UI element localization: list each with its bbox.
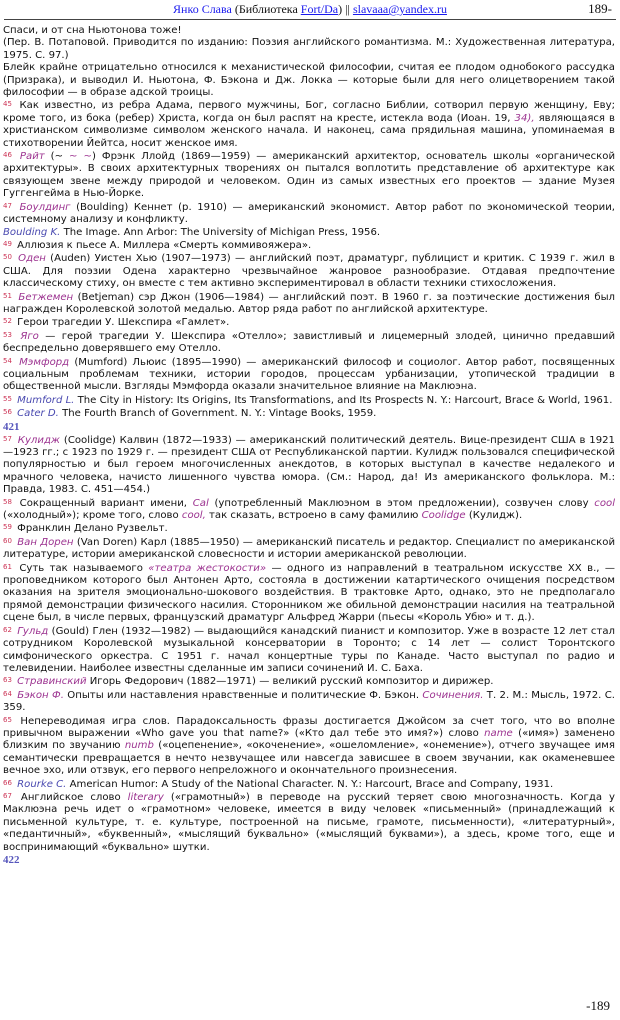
footnote-number: 49 [3,239,12,248]
header-page-number: 189- [588,1,612,16]
footnote-name: Райт [13,151,45,163]
footnote-text: The Image. Ann Arbor: The University of Michigan Press, 1956. [60,226,381,238]
footnote-name: Кулидж [13,434,61,446]
footnote-text: (Boulding) Кеннет (р. 1910) — американский экономист. Автор работ по экономической теории, системному анализу и конфликту. [3,201,615,226]
footnote-tilde: ~ ~ [69,151,92,163]
footnote-64 [3,690,615,715]
header-library-link[interactable]: Fort/Da [300,2,339,16]
footnote-number: 59 [3,523,12,532]
footnote-word: Coolidge [421,510,466,522]
page-marker-422: 422 [3,854,20,866]
header-separator: || [342,2,353,16]
footnote-number: 45 [3,100,12,109]
footer-page-number: -189 [586,998,610,1013]
footnote-text: — герой трагедии У. Шекспира «Отелло»; завистливый и лицемерный злодей, цинично предавший беспредельно доверявшего ему Отелло. [3,330,615,355]
footnote-name: Бетжемен [13,291,74,303]
footnote-name: Стравинский [13,676,87,688]
footnote-58 [3,498,615,523]
footnote-name: Boulding K. [3,226,61,238]
footnote-67 [3,792,615,854]
header-library: (Библиотека [234,2,301,16]
footnote-text: Игорь Федорович (1882—1971) — великий русский композитор и дирижер. [86,676,494,688]
footnote-49 [3,240,615,252]
footnote-63 [3,676,615,688]
footnote-45 [3,100,615,150]
footnote-text: (употребленный Маклюэном в этом предложении), созвучен слову [208,497,595,509]
footnote-53 [3,331,615,356]
footnote-name: Mumford L. [13,394,75,406]
intro-line-1: Спаси, и от сна Ньютонова тоже! [3,25,182,36]
footnote-text: («оцепенение», «окоченение», «ошеломление», «онемение»), отчего звучащее имя семантически превращается в нечто незвучащее или навсегда зависшее в своем звучании, как окаменевшее вечное эхо, или отзвук, его первого непреложного и окончательного произнесения. [3,740,615,777]
footnote-text: («грамотный») в переводе на русский теряет свою многозначность. Когда у Маклюэна речь идет о «грамотном» человеке, имеется в виду человек «письменный» (принадлежащий к письменной культуре, т. е. культуре, построенной на письме, грамоте, письменности), «литературный», «педантичный», «буквенный», «мыслящий буквально» («мыслящий буквами»), а здесь, кроме того, еще и воспринимающий «буквально» шутки. [3,791,615,853]
footnote-text: (Mumford) Льюис (1895—1990) — американский философ и социолог. Автор работ, посвященных социальным проблемам техники, истории городов, процессам урбанизации, утопической традиции в общественной мысли. Взгляды Мэмфорда оказали значительное влияние на Маклюэна. [3,356,615,393]
footnote-54 [3,357,615,394]
header-email-link[interactable]: slavaaa@yandex.ru [352,2,447,16]
footnote-name: Ван Дорен [13,536,74,548]
footnote-61 [3,563,615,625]
footnote-text: («холодный»); кроме того, слово [3,510,182,522]
footnote-number: 55 [3,394,12,403]
footnote-number: 47 [3,201,12,210]
footnote-word: cool, [181,510,206,522]
boulding-reference [3,227,615,239]
footnote-number: 63 [3,676,12,685]
footnote-text: (Betjeman) сэр Джон (1906—1984) — английский поэт. В 1960 г. за поэтические достижения был награжден Королевской золотой медалью. Автор ряда работ по английской архитектуре. [3,291,615,315]
footnote-52 [3,317,615,329]
footnote-66 [3,779,615,791]
footnote-65 [3,716,615,778]
footnote-number: 52 [3,317,12,326]
footnote-46 [3,151,615,201]
footnote-number: 62 [3,625,12,634]
footnote-text: Франклин Делано Рузвельт. [13,523,168,535]
footnote-text: Сокращенный вариант имени, [13,497,193,509]
footnote-number: 67 [3,791,12,800]
footnote-word: cool [594,497,616,509]
header-close-paren: ) [338,2,343,16]
footnote-text: Как известно, из ребра Адама, первого мужчины, Бог, согласно Библии, сотворил первую женщину, Еву; кроме того, из бока (ребер) Христа, когда он был распят на кресте, истекла вода (Иоан. 19, [3,100,615,124]
footnote-number: 56 [3,408,12,417]
footnote-text: (Van Doren) Карл (1885—1950) — американский писатель и редактор. Специалист по американской литературе, истории американской словесности и истории американской революции. [3,536,615,561]
footnote-text: The Fourth Branch of Government. N. Y.: Vintage Books, 1959. [58,408,377,420]
footnote-number: 53 [3,330,12,339]
footnote-text: The City in History: Its Origins, Its Transformations, and Its Prospects N. Y.: Harcourt, Brace & World, 1961. [74,394,613,406]
footnote-text: Опыты или наставления нравственные и политические Ф. Бэкон. [63,689,423,701]
footnote-text: (Coolidge) Калвин (1872—1933) — американский политический деятель. Вице-президент США в 1921 —1923 гг.; с 1923 по 1929 г. — президент США от Республиканской партии. Кулидж пользовался специфической популярностью и был героем многочисленных анекдотов, в которых выступал в качестве недалекого и мрачного человека, начисто лишенного чувства юмора. (См.: Народ, да! Из американского фольклора. М.: Правда, 1983. С. 451—454.) [3,434,615,496]
footnote-name: Гульд [13,625,49,637]
footnote-number: 65 [3,715,12,724]
footnote-text: (Кулидж). [465,510,523,522]
header-author: Янко Слава [173,2,232,16]
footnote-text: — одного из направлений в театральном искусстве XX в., — проповедником которого был Антонен Арто, состояла в достижении катартического очищения посредством оказания на зрителя эмоционально-шокового воздействия. В трактовке Арто, однако, это не предполагало прямой демонстрации физического насилия. Сторонником же обильной демонстрации насилия на театральной сцене был, в числе первых, французский драматург Альфред Жарри (пьесы «Король Убю» и т. д.). [3,562,615,624]
footnote-word: «театра жестокости» [148,562,267,574]
footnote-text: Английское слово [13,791,128,803]
footnote-text: («имя») заменено близким по звучанию [3,727,615,752]
footnote-number: 46 [3,151,12,160]
footnote-62 [3,626,615,676]
footnote-ref: 34), [514,112,535,124]
footnote-word: literary [127,791,164,803]
intro-line-3: Блейк крайне отрицательно относился к механистической философии, считая ее плодом однобокого рассудка (Призрака), и выводил И. Ньютона, Ф. Бэкона и Дж. Локка — которые были для него олицетворением такой философии — в образе адской троицы. [3,62,615,99]
footnote-word: name [484,727,513,739]
footnote-name: Яго [13,330,39,342]
footnote-text: Герои трагедии У. Шекспира «Гамлет». [13,317,230,329]
footnote-55 [3,395,615,407]
footnote-word: Cal [192,497,209,509]
footnote-word: numb [124,740,154,752]
footnote-text: (~ [44,151,70,163]
footnote-name: Мэмфорд [13,356,70,368]
footnote-number: 54 [3,356,12,365]
footnote-number: 58 [3,497,12,506]
footnote-text: Непереводимая игра слов. Парадоксальность фразы достигается Джойсом за счет того, что во вполне привычном выражении «Who gave you that name?» («Кто дал тебе это имя?») слово [3,715,615,739]
page-header [0,0,620,19]
footnote-text: так сказать, встроено в саму фамилию [205,510,422,522]
footnote-word: Сочинения. [422,689,484,701]
footnote-59 [3,523,615,535]
footnote-text: Т. 2. М.: Мысль, 1972. С. 359. [3,689,615,714]
footnote-name: Rourke C. [13,778,67,790]
footnote-name: Бэкон Ф. [13,689,64,701]
footnote-number: 50 [3,253,12,262]
header-divider [4,19,616,20]
footnotes-body [3,25,615,867]
page-marker-421: 421 [3,420,20,433]
footnote-60 [3,537,615,562]
footnote-name: Оден [13,253,46,265]
footnote-text: (Gould) Глен (1932—1982) — выдающийся канадский пианист и композитор. Уже в возрасте 12 лет стал сотрудником Королевской музыкальной консерватории в Торонто; с 14 лет — солист Торонтского симфонического оркестра. С 1951 г. начал концертные туры по Канаде. Часто выступал по радио и телевидении. Наиболее известны сделанные им записи сочинений И. С. Баха. [3,625,616,674]
footnote-number: 60 [3,536,12,545]
footnote-name: Cater D. [13,408,59,420]
footnote-number: 64 [3,689,12,698]
footnote-name: Боулдинг [13,201,71,213]
intro-line-2: (Пер. В. Потаповой. Приводится по изданию: Поэзия английского романтизма. М.: Художественная литература, 1975. С. 97.) [3,37,615,61]
footnote-number: 61 [3,562,12,571]
footnote-text: (Auden) Уистен Хью (1907—1973) — английский поэт, драматург, публицист и критик. С 1939 г. жил в США. Для поэзии Одена характерно чрезвычайное жанровое разнообразие. Отдавая предпочтение классическому стиху, он вместе с тем активно экспериментировал в области техники стихосложения. [3,253,615,290]
footnote-56 [3,408,615,420]
footnote-50 [3,253,615,290]
footnote-number: 57 [3,434,12,443]
footnote-text: Аллюзия к пьесе А. Миллера «Смерть коммивояжера». [13,239,312,251]
footnote-text: ) Фрэнк Ллойд (1869—1959) — американский архитектор, основатель школы «органической архитектуры». В своих архитектурных творениях он пытался воплотить представление об архитектуре как связующем звене между природой и человеком. Один из самых известных его проектов — здание Музея Гуггенгейма в Нью-Йорке. [3,151,616,200]
footnote-47 [3,202,615,227]
footnote-51 [3,292,615,317]
footnote-number: 66 [3,778,12,787]
footnote-text: American Humor: A Study of the National Character. N. Y.: Harcourt, Brace and Company, 1931. [66,778,554,790]
footnote-text: являющаяся в христианском символизме символом женского начала. И наконец, сама прядильная машина, упоминаемая в стихотворении Йейтса, носит женское имя. [3,112,615,149]
footnote-number: 51 [3,291,12,300]
footnote-text: Суть так называемого [13,562,149,574]
footnote-57 [3,435,615,497]
